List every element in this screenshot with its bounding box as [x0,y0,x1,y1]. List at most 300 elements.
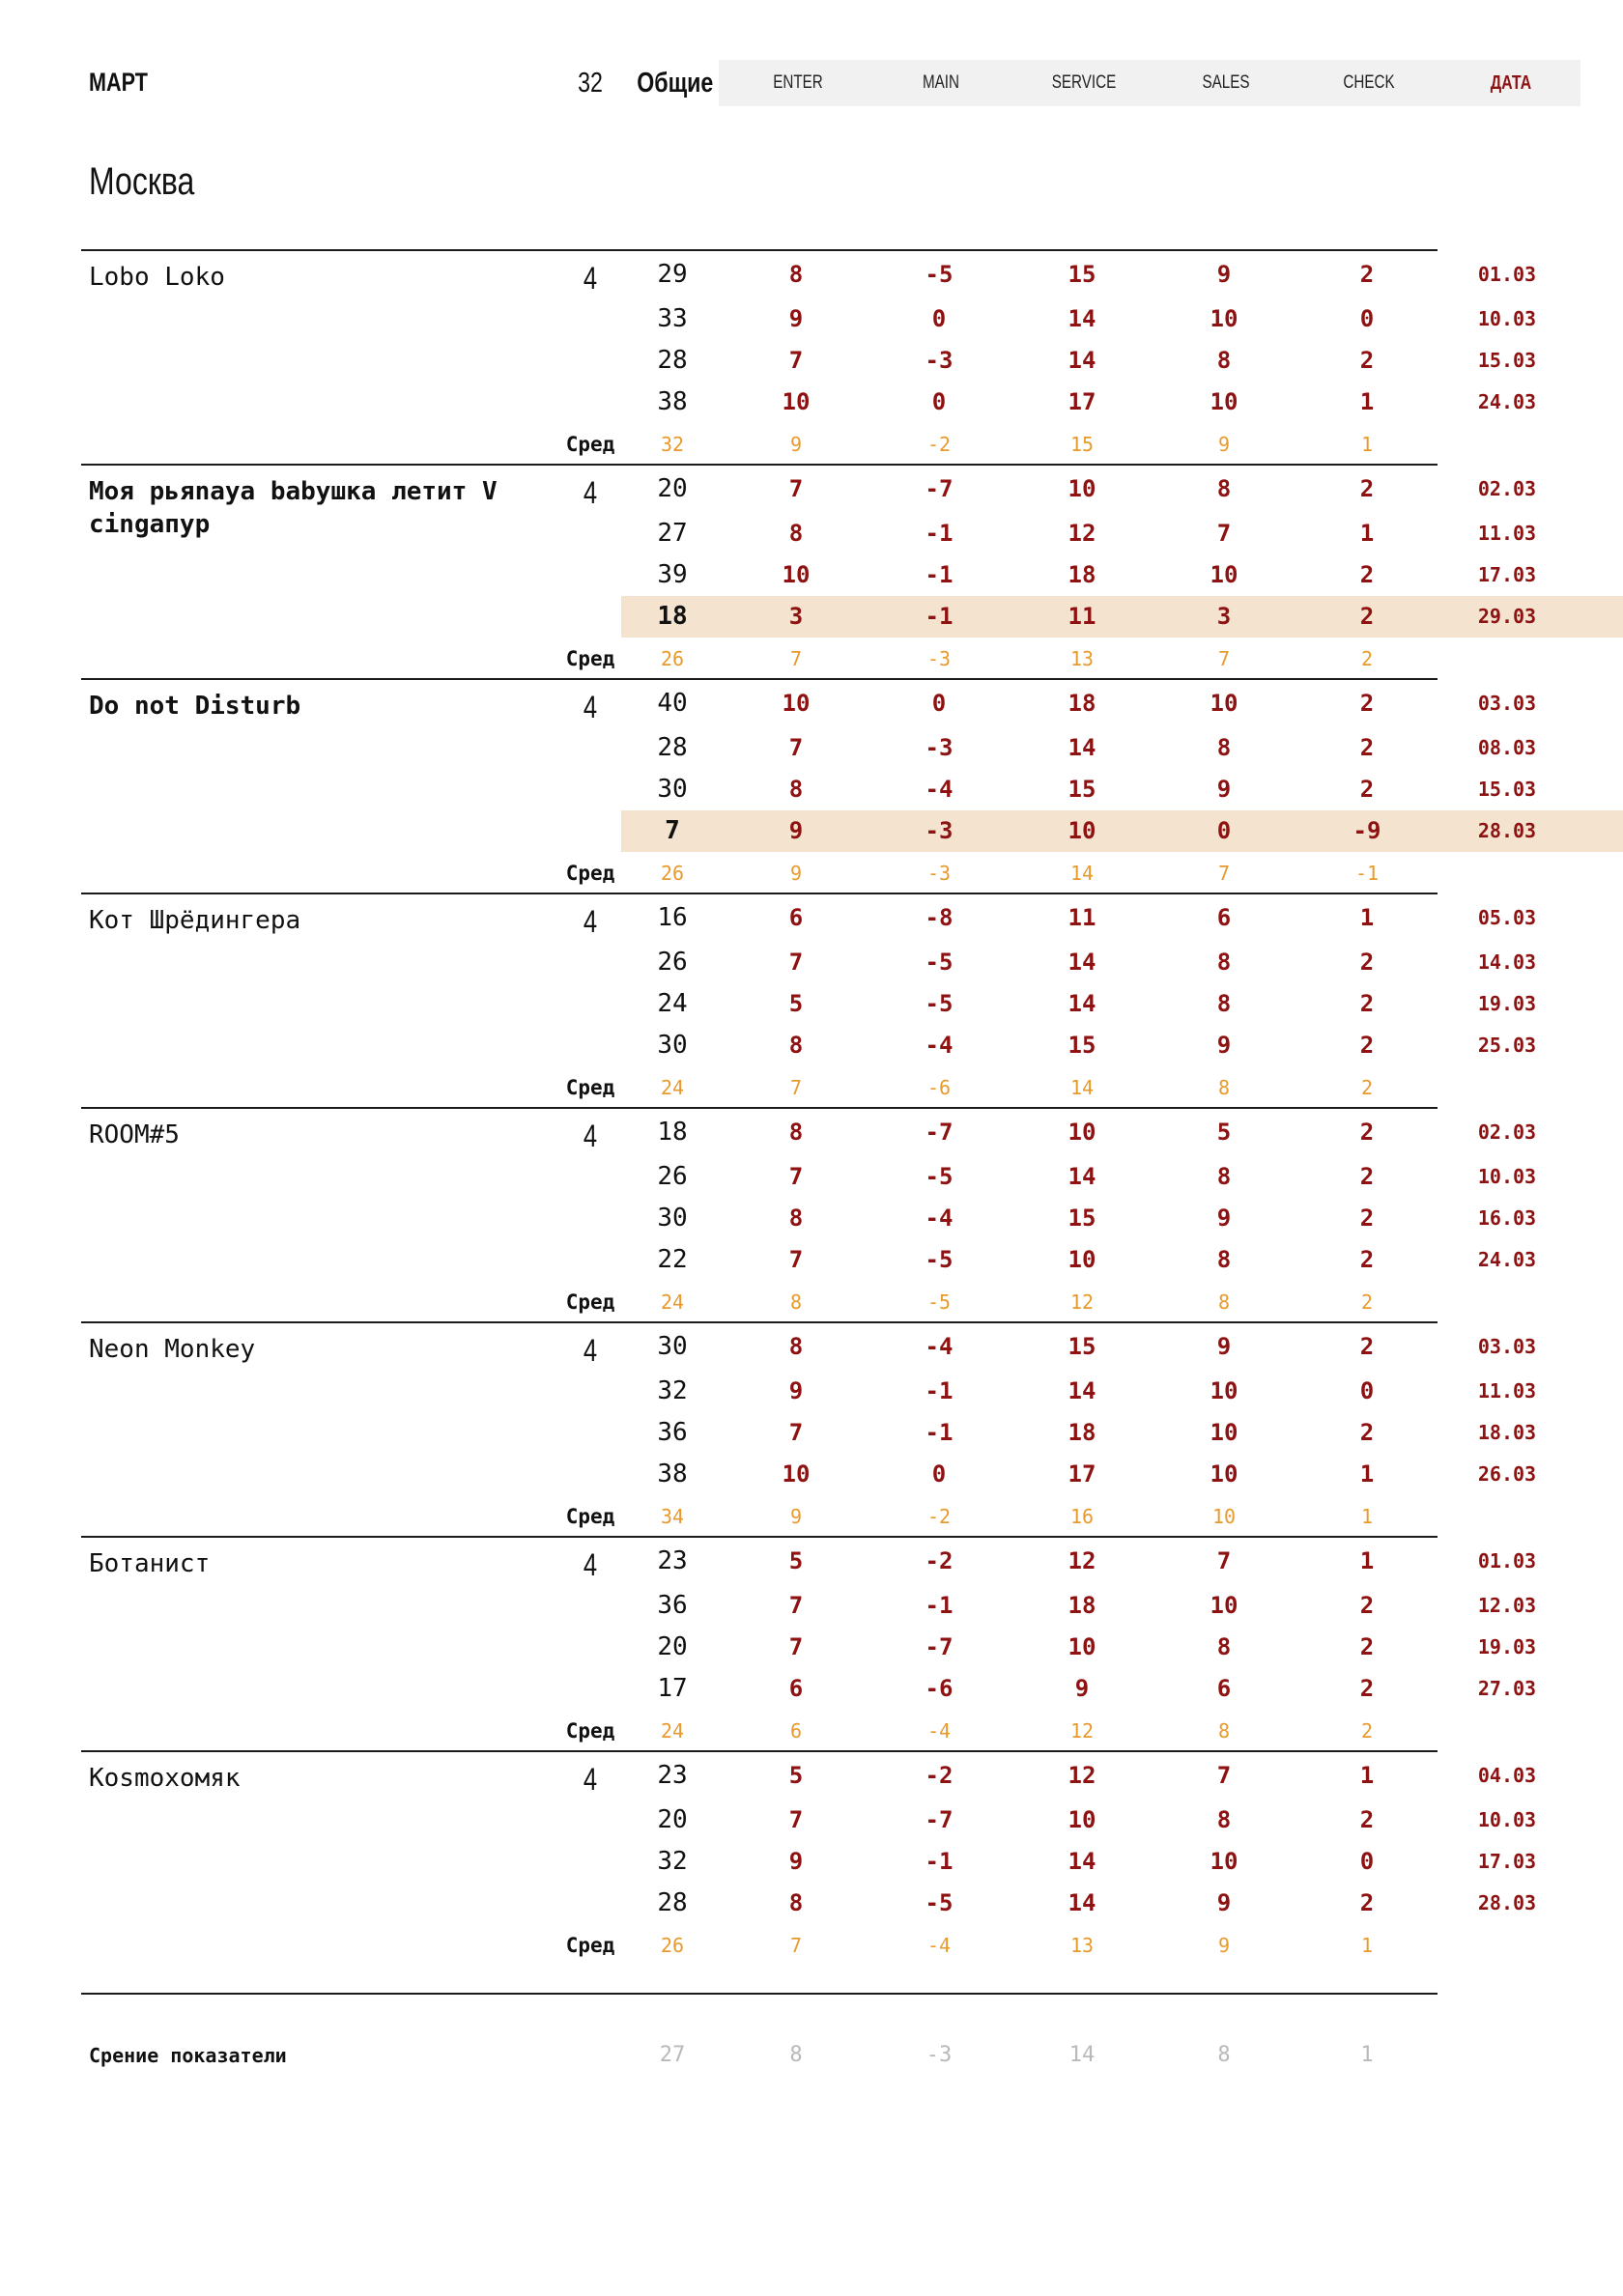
row-enter: 8 [788,1205,804,1232]
row-enter: 5 [788,1547,804,1574]
venue-name: Кот Шрёдингера [89,906,301,935]
row-date: 02.03 [1477,1120,1537,1144]
row-service: 14 [1068,1848,1096,1875]
row-total: 30 [657,775,688,804]
row-total: 36 [657,1591,688,1620]
row-total: 28 [657,1888,688,1917]
row-service: 10 [1068,1246,1096,1273]
table-row [0,897,1623,939]
row-main: -1 [925,520,954,547]
row-main: -5 [925,1889,954,1916]
row-main: -1 [925,603,954,630]
table-row [0,340,1623,382]
row-date: 25.03 [1477,1034,1537,1057]
average-total: 24 [660,1290,685,1314]
average-row [0,427,1623,462]
visit-count: 4 [583,904,598,939]
row-enter: 9 [788,305,804,332]
summary-total: 27 [659,2043,686,2067]
average-enter: 6 [789,1719,803,1743]
row-service: 11 [1068,603,1096,630]
report-header [0,0,1623,155]
row-service: 14 [1068,990,1096,1017]
row-main: 0 [931,388,947,415]
row-date: 19.03 [1477,992,1537,1015]
row-enter: 3 [788,603,804,630]
column-header-enter: ENTER [773,72,823,93]
average-check: 1 [1360,1505,1374,1528]
row-sales: 7 [1216,1547,1232,1574]
visit-count: 4 [583,1333,598,1368]
table-row-highlighted [0,810,1623,852]
row-enter: 8 [788,1333,804,1360]
average-main: -2 [926,433,952,456]
row-service: 10 [1068,817,1096,844]
row-date: 03.03 [1477,1335,1537,1358]
row-enter: 6 [788,1675,804,1702]
row-main: -3 [925,817,954,844]
table-row-highlighted [0,596,1623,638]
row-total: 24 [657,989,688,1018]
row-check: 0 [1359,1377,1375,1404]
row-service: 18 [1068,690,1096,717]
row-date: 10.03 [1477,1165,1537,1188]
row-enter: 7 [788,1419,804,1446]
venue-name: Моя рьяnaya babyшка летит V cingaпур [89,477,498,539]
column-header-date: ДАТА [1490,72,1532,94]
row-total: 40 [657,689,688,718]
row-main: -7 [925,1119,954,1146]
row-date: 12.03 [1477,1594,1537,1617]
row-date: 24.03 [1477,1248,1537,1271]
row-check: 2 [1359,1032,1375,1059]
row-main: -3 [925,347,954,374]
average-row [0,641,1623,676]
average-main: -4 [926,1719,952,1743]
row-total: 32 [657,1847,688,1876]
row-sales: 10 [1210,1460,1239,1488]
row-service: 18 [1068,561,1096,588]
average-label: Сред [565,1934,615,1957]
average-check: 1 [1360,433,1374,456]
row-enter: 8 [788,776,804,803]
average-sales: 8 [1217,1290,1231,1314]
row-date: 26.03 [1477,1462,1537,1486]
venue-group [0,1321,1623,1536]
row-date: 29.03 [1477,605,1537,628]
table-row [0,1800,1623,1841]
table-row [0,382,1623,423]
group-divider [81,678,1438,680]
average-sales: 7 [1217,647,1231,670]
row-date: 11.03 [1477,522,1537,545]
table-row [0,1025,1623,1066]
row-date: 02.03 [1477,477,1537,500]
row-enter: 8 [788,261,804,288]
row-total: 32 [657,1376,688,1405]
table-row [0,1112,1623,1153]
total-column-header: Общие [637,68,714,99]
row-main: -1 [925,561,954,588]
row-check: 1 [1359,388,1375,415]
row-enter: 6 [788,904,804,931]
row-date: 24.03 [1477,390,1537,413]
row-check: 1 [1359,1547,1375,1574]
row-sales: 10 [1210,690,1239,717]
venue-group [0,249,1623,464]
row-service: 10 [1068,1119,1096,1146]
row-check: 2 [1359,1119,1375,1146]
row-total: 39 [657,560,688,589]
row-date: 03.03 [1477,692,1537,715]
row-main: -1 [925,1377,954,1404]
row-service: 14 [1068,949,1096,976]
row-total: 38 [657,387,688,416]
average-check: 2 [1360,647,1374,670]
table-row [0,513,1623,554]
row-sales: 9 [1216,1205,1232,1232]
row-main: -5 [925,1163,954,1190]
row-date: 10.03 [1477,307,1537,330]
row-enter: 10 [782,1460,811,1488]
row-sales: 6 [1216,1675,1232,1702]
row-main: -2 [925,1547,954,1574]
average-total: 26 [660,1934,685,1957]
row-service: 15 [1068,261,1096,288]
row-check: 2 [1359,734,1375,761]
row-enter: 7 [788,1246,804,1273]
average-main: -2 [926,1505,952,1528]
row-sales: 9 [1216,1333,1232,1360]
row-main: -6 [925,1675,954,1702]
row-date: 19.03 [1477,1635,1537,1658]
row-service: 18 [1068,1419,1096,1446]
table-row [0,1371,1623,1412]
average-label: Сред [565,862,615,885]
table-row [0,254,1623,296]
row-enter: 8 [788,1032,804,1059]
row-service: 10 [1068,1633,1096,1660]
average-sales: 7 [1217,862,1231,885]
row-total: 20 [657,474,688,503]
venue-group [0,678,1623,893]
row-service: 12 [1068,1547,1096,1574]
row-total: 36 [657,1418,688,1447]
row-main: -1 [925,1592,954,1619]
row-enter: 7 [788,949,804,976]
average-main: -6 [926,1076,952,1099]
row-total: 29 [657,260,688,289]
summary-enter: 8 [789,2043,803,2067]
row-sales: 10 [1210,305,1239,332]
row-main: -3 [925,734,954,761]
visit-count: 4 [583,1119,598,1153]
column-header-main: MAIN [923,72,959,93]
row-service: 14 [1068,347,1096,374]
row-sales: 8 [1216,475,1232,502]
table-row [0,1454,1623,1495]
row-sales: 10 [1210,561,1239,588]
group-divider [81,893,1438,894]
summary-service: 14 [1068,2043,1096,2067]
row-main: -5 [925,990,954,1017]
row-sales: 8 [1216,1806,1232,1833]
row-date: 15.03 [1477,778,1537,801]
average-service: 12 [1069,1719,1095,1743]
row-sales: 10 [1210,1419,1239,1446]
row-enter: 10 [782,561,811,588]
row-service: 15 [1068,1205,1096,1232]
venue-name: Kosmoхомяк [89,1764,241,1793]
table-row [0,1755,1623,1797]
average-sales: 8 [1217,1076,1231,1099]
row-main: -7 [925,475,954,502]
row-enter: 7 [788,734,804,761]
row-total: 27 [657,519,688,548]
row-service: 14 [1068,734,1096,761]
column-header-sales: SALES [1202,72,1250,93]
row-service: 15 [1068,1032,1096,1059]
row-enter: 8 [788,520,804,547]
row-sales: 8 [1216,949,1232,976]
average-total: 26 [660,647,685,670]
row-enter: 8 [788,1119,804,1146]
row-check: 2 [1359,1806,1375,1833]
row-date: 01.03 [1477,1549,1537,1573]
row-sales: 8 [1216,347,1232,374]
average-label: Сред [565,1719,615,1743]
row-sales: 7 [1216,1762,1232,1789]
row-date: 15.03 [1477,349,1537,372]
row-service: 11 [1068,904,1096,931]
row-enter: 5 [788,1762,804,1789]
venue-group [0,464,1623,678]
row-date: 05.03 [1477,906,1537,929]
row-sales: 6 [1216,904,1232,931]
visit-count: 4 [583,475,598,510]
average-label: Сред [565,1290,615,1314]
row-date: 16.03 [1477,1206,1537,1230]
row-total: 33 [657,304,688,333]
row-sales: 5 [1216,1119,1232,1146]
average-label: Сред [565,647,615,670]
row-enter: 7 [788,1163,804,1190]
table-row [0,1627,1623,1668]
row-sales: 10 [1210,1377,1239,1404]
row-check: 1 [1359,1762,1375,1789]
row-check: 2 [1359,1246,1375,1273]
row-sales: 9 [1216,261,1232,288]
row-check: 2 [1359,1163,1375,1190]
row-date: 11.03 [1477,1379,1537,1403]
table-row [0,1841,1623,1883]
row-check: 2 [1359,1333,1375,1360]
row-check: 2 [1359,1889,1375,1916]
row-main: -4 [925,1333,954,1360]
row-total: 23 [657,1761,688,1790]
row-service: 15 [1068,1333,1096,1360]
average-row [0,1928,1623,1963]
average-sales: 9 [1217,433,1231,456]
row-main: -5 [925,1246,954,1273]
row-total: 28 [657,346,688,375]
row-total: 17 [657,1674,688,1703]
row-sales: 9 [1216,1032,1232,1059]
row-check: 2 [1359,347,1375,374]
row-main: 0 [931,305,947,332]
row-main: -7 [925,1633,954,1660]
summary-label: Срение показатели [89,2044,287,2067]
average-check: 1 [1360,1934,1374,1957]
row-main: -7 [925,1806,954,1833]
row-main: -8 [925,904,954,931]
row-sales: 0 [1216,817,1232,844]
row-main: 0 [931,690,947,717]
average-service: 15 [1069,433,1095,456]
table-row [0,1668,1623,1710]
row-service: 12 [1068,520,1096,547]
venue-name: Ботанист [89,1549,211,1578]
row-total: 20 [657,1632,688,1661]
average-label: Сред [565,1505,615,1528]
average-main: -4 [926,1934,952,1957]
row-enter: 7 [788,1592,804,1619]
row-service: 12 [1068,1762,1096,1789]
row-check: 2 [1359,776,1375,803]
row-enter: 9 [788,1848,804,1875]
column-header-service: SERVICE [1051,72,1117,93]
average-enter: 9 [789,433,803,456]
row-main: -4 [925,1032,954,1059]
row-main: -5 [925,261,954,288]
row-date: 04.03 [1477,1764,1537,1787]
average-service: 13 [1069,647,1095,670]
row-total: 28 [657,733,688,762]
table-row [0,1412,1623,1454]
average-total: 24 [660,1719,685,1743]
row-enter: 10 [782,388,811,415]
average-check: 2 [1360,1290,1374,1314]
row-date: 17.03 [1477,563,1537,586]
venue-name: Do not Disturb [89,692,301,721]
month-title: МАРТ [89,68,148,97]
row-check: 2 [1359,1633,1375,1660]
row-date: 18.03 [1477,1421,1537,1444]
visit-count: 4 [583,1762,598,1797]
table-row [0,683,1623,724]
table-row [0,942,1623,983]
venue-name: Lobo Loko [89,263,225,292]
column-header-check: CHECK [1343,72,1395,93]
average-sales: 10 [1211,1505,1237,1528]
row-total: 7 [665,816,680,845]
average-label: Сред [565,433,615,456]
row-service: 14 [1068,1377,1096,1404]
row-check: 2 [1359,475,1375,502]
venue-name: Neon Monkey [89,1335,256,1364]
visit-count: 4 [583,1547,598,1582]
row-date: 10.03 [1477,1808,1537,1831]
table-row [0,1541,1623,1582]
row-sales: 8 [1216,990,1232,1017]
average-service: 14 [1069,1076,1095,1099]
row-enter: 7 [788,1633,804,1660]
row-enter: 7 [788,1806,804,1833]
table-row [0,983,1623,1025]
row-service: 14 [1068,1889,1096,1916]
row-check: 0 [1359,305,1375,332]
row-total: 30 [657,1031,688,1060]
row-total: 30 [657,1204,688,1233]
row-sales: 10 [1210,388,1239,415]
average-total: 26 [660,862,685,885]
visit-count: 4 [583,261,598,296]
row-enter: 9 [788,1377,804,1404]
group-divider [81,249,1438,251]
row-date: 28.03 [1477,1891,1537,1914]
summary-main: -3 [925,2043,953,2067]
average-row [0,856,1623,891]
average-service: 12 [1069,1290,1095,1314]
table-row [0,769,1623,810]
row-service: 14 [1068,1163,1096,1190]
row-service: 18 [1068,1592,1096,1619]
row-check: 1 [1359,904,1375,931]
row-total: 26 [657,948,688,977]
table-row [0,1239,1623,1281]
row-check: 2 [1359,261,1375,288]
average-enter: 7 [789,647,803,670]
row-check: 0 [1359,1848,1375,1875]
average-enter: 8 [789,1290,803,1314]
average-service: 16 [1069,1505,1095,1528]
average-total: 24 [660,1076,685,1099]
group-divider [81,1107,1438,1109]
row-main: -1 [925,1419,954,1446]
venue-group [0,893,1623,1107]
average-row [0,1285,1623,1319]
table-row [0,298,1623,340]
row-main: -4 [925,776,954,803]
average-check: 2 [1360,1719,1374,1743]
average-check: 2 [1360,1076,1374,1099]
table-row [0,1883,1623,1924]
table-row [0,554,1623,596]
venue-group [0,1536,1623,1750]
row-service: 17 [1068,1460,1096,1488]
row-check: 2 [1359,603,1375,630]
row-check: 2 [1359,949,1375,976]
row-enter: 10 [782,690,811,717]
average-enter: 9 [789,862,803,885]
average-row [0,1714,1623,1748]
row-enter: 8 [788,1889,804,1916]
table-row [0,1156,1623,1198]
average-total: 34 [660,1505,685,1528]
row-enter: 7 [788,347,804,374]
row-main: -4 [925,1205,954,1232]
row-check: -9 [1352,817,1381,844]
table-row [0,468,1623,510]
row-enter: 7 [788,475,804,502]
row-service: 10 [1068,475,1096,502]
average-service: 13 [1069,1934,1095,1957]
row-sales: 10 [1210,1848,1239,1875]
summary-row [0,2036,1623,2075]
row-service: 10 [1068,1806,1096,1833]
row-sales: 8 [1216,734,1232,761]
row-date: 27.03 [1477,1677,1537,1700]
